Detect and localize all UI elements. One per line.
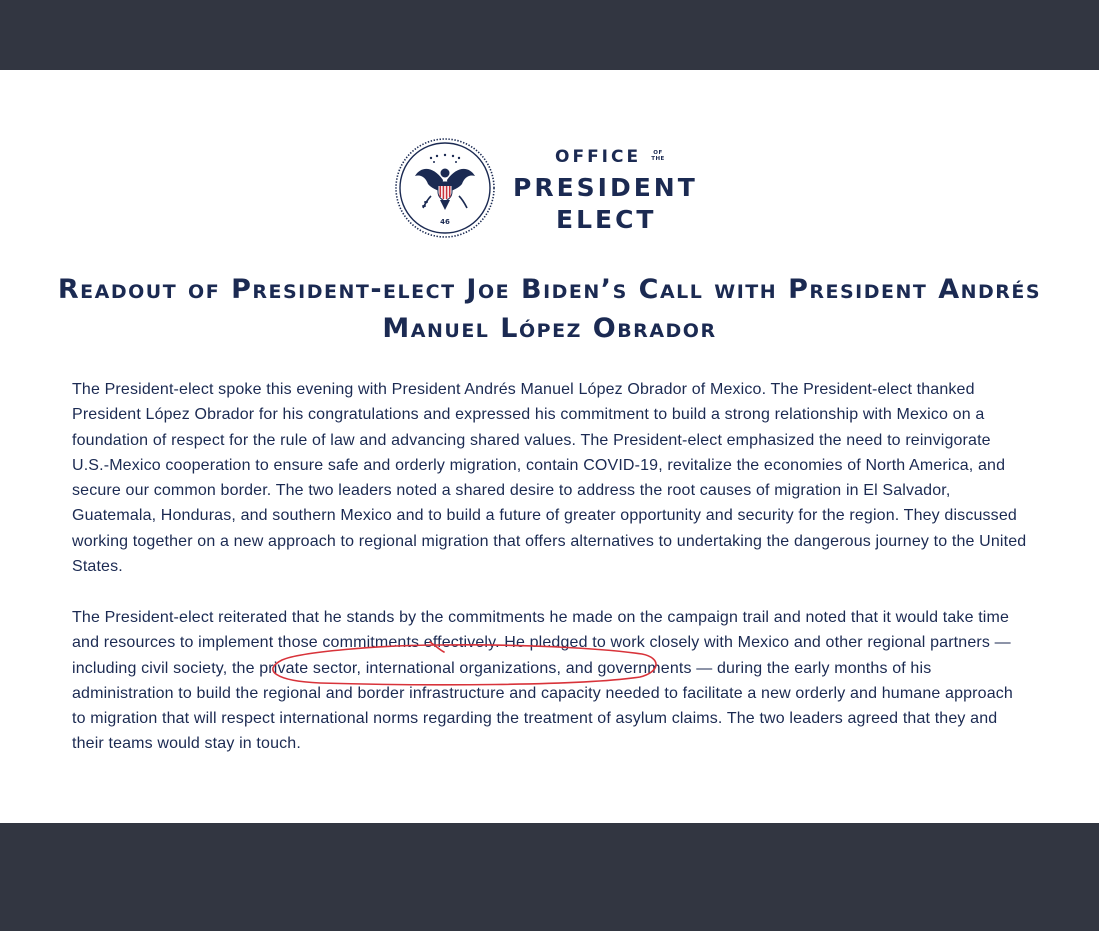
wordmark-president: PRESIDENT (513, 173, 698, 202)
wordmark-elect: ELECT (556, 205, 657, 234)
bottom-dark-bar (0, 823, 1099, 931)
page-title: Readout of President-elect Joe Biden’s Call with President Andrés Manuel López Obrador (57, 274, 1042, 344)
presidential-seal-icon (393, 136, 497, 240)
seal-number: 46 (440, 218, 450, 226)
press-release-page (0, 70, 1099, 823)
wordmark-office: OFFICE (555, 147, 642, 167)
paragraph-1: The President-elect spoke this evening with President Andrés Manuel López Obrador of Mexico. The President-elect thanked President López Obrador for his congratulations and expressed his commitment to build a strong relationship with Mexico on a foundation of respect for the rule of law and advancing shared values. The President-elect emphasized the need to reinvigorate U.S.-Mexico cooperation to ensure safe and orderly migration, contain COVID-19, revitalize the economies of North America, and secure our common border. The two leaders noted a shared desire to address the root causes of migration in El Salvador, Guatemala, Honduras, and southern Mexico and to build a future of greater opportunity and security for the region. They discussed working together on a new approach to regional migration that offers alternatives to undertaking the dangerous journey to the United States. (72, 381, 1027, 576)
top-dark-bar (0, 0, 1099, 70)
wordmark-of-the: OF THE (651, 150, 665, 162)
paragraph-2: The President-elect reiterated that he stands by the commitments he made on the campaign trail and noted that it would take time and resources to implement those commitments effectively. He pledged to work closely with Mexico and other regional partners — including civil society, the private sector, international organizations, and governments — during the early months of his administration to build the regional and border infrastructure and capacity needed to facilitate a new orderly and humane approach to migration that will respect international norms regarding the treatment of asylum claims. The two leaders agreed that they and their teams would stay in touch. (72, 609, 1013, 753)
